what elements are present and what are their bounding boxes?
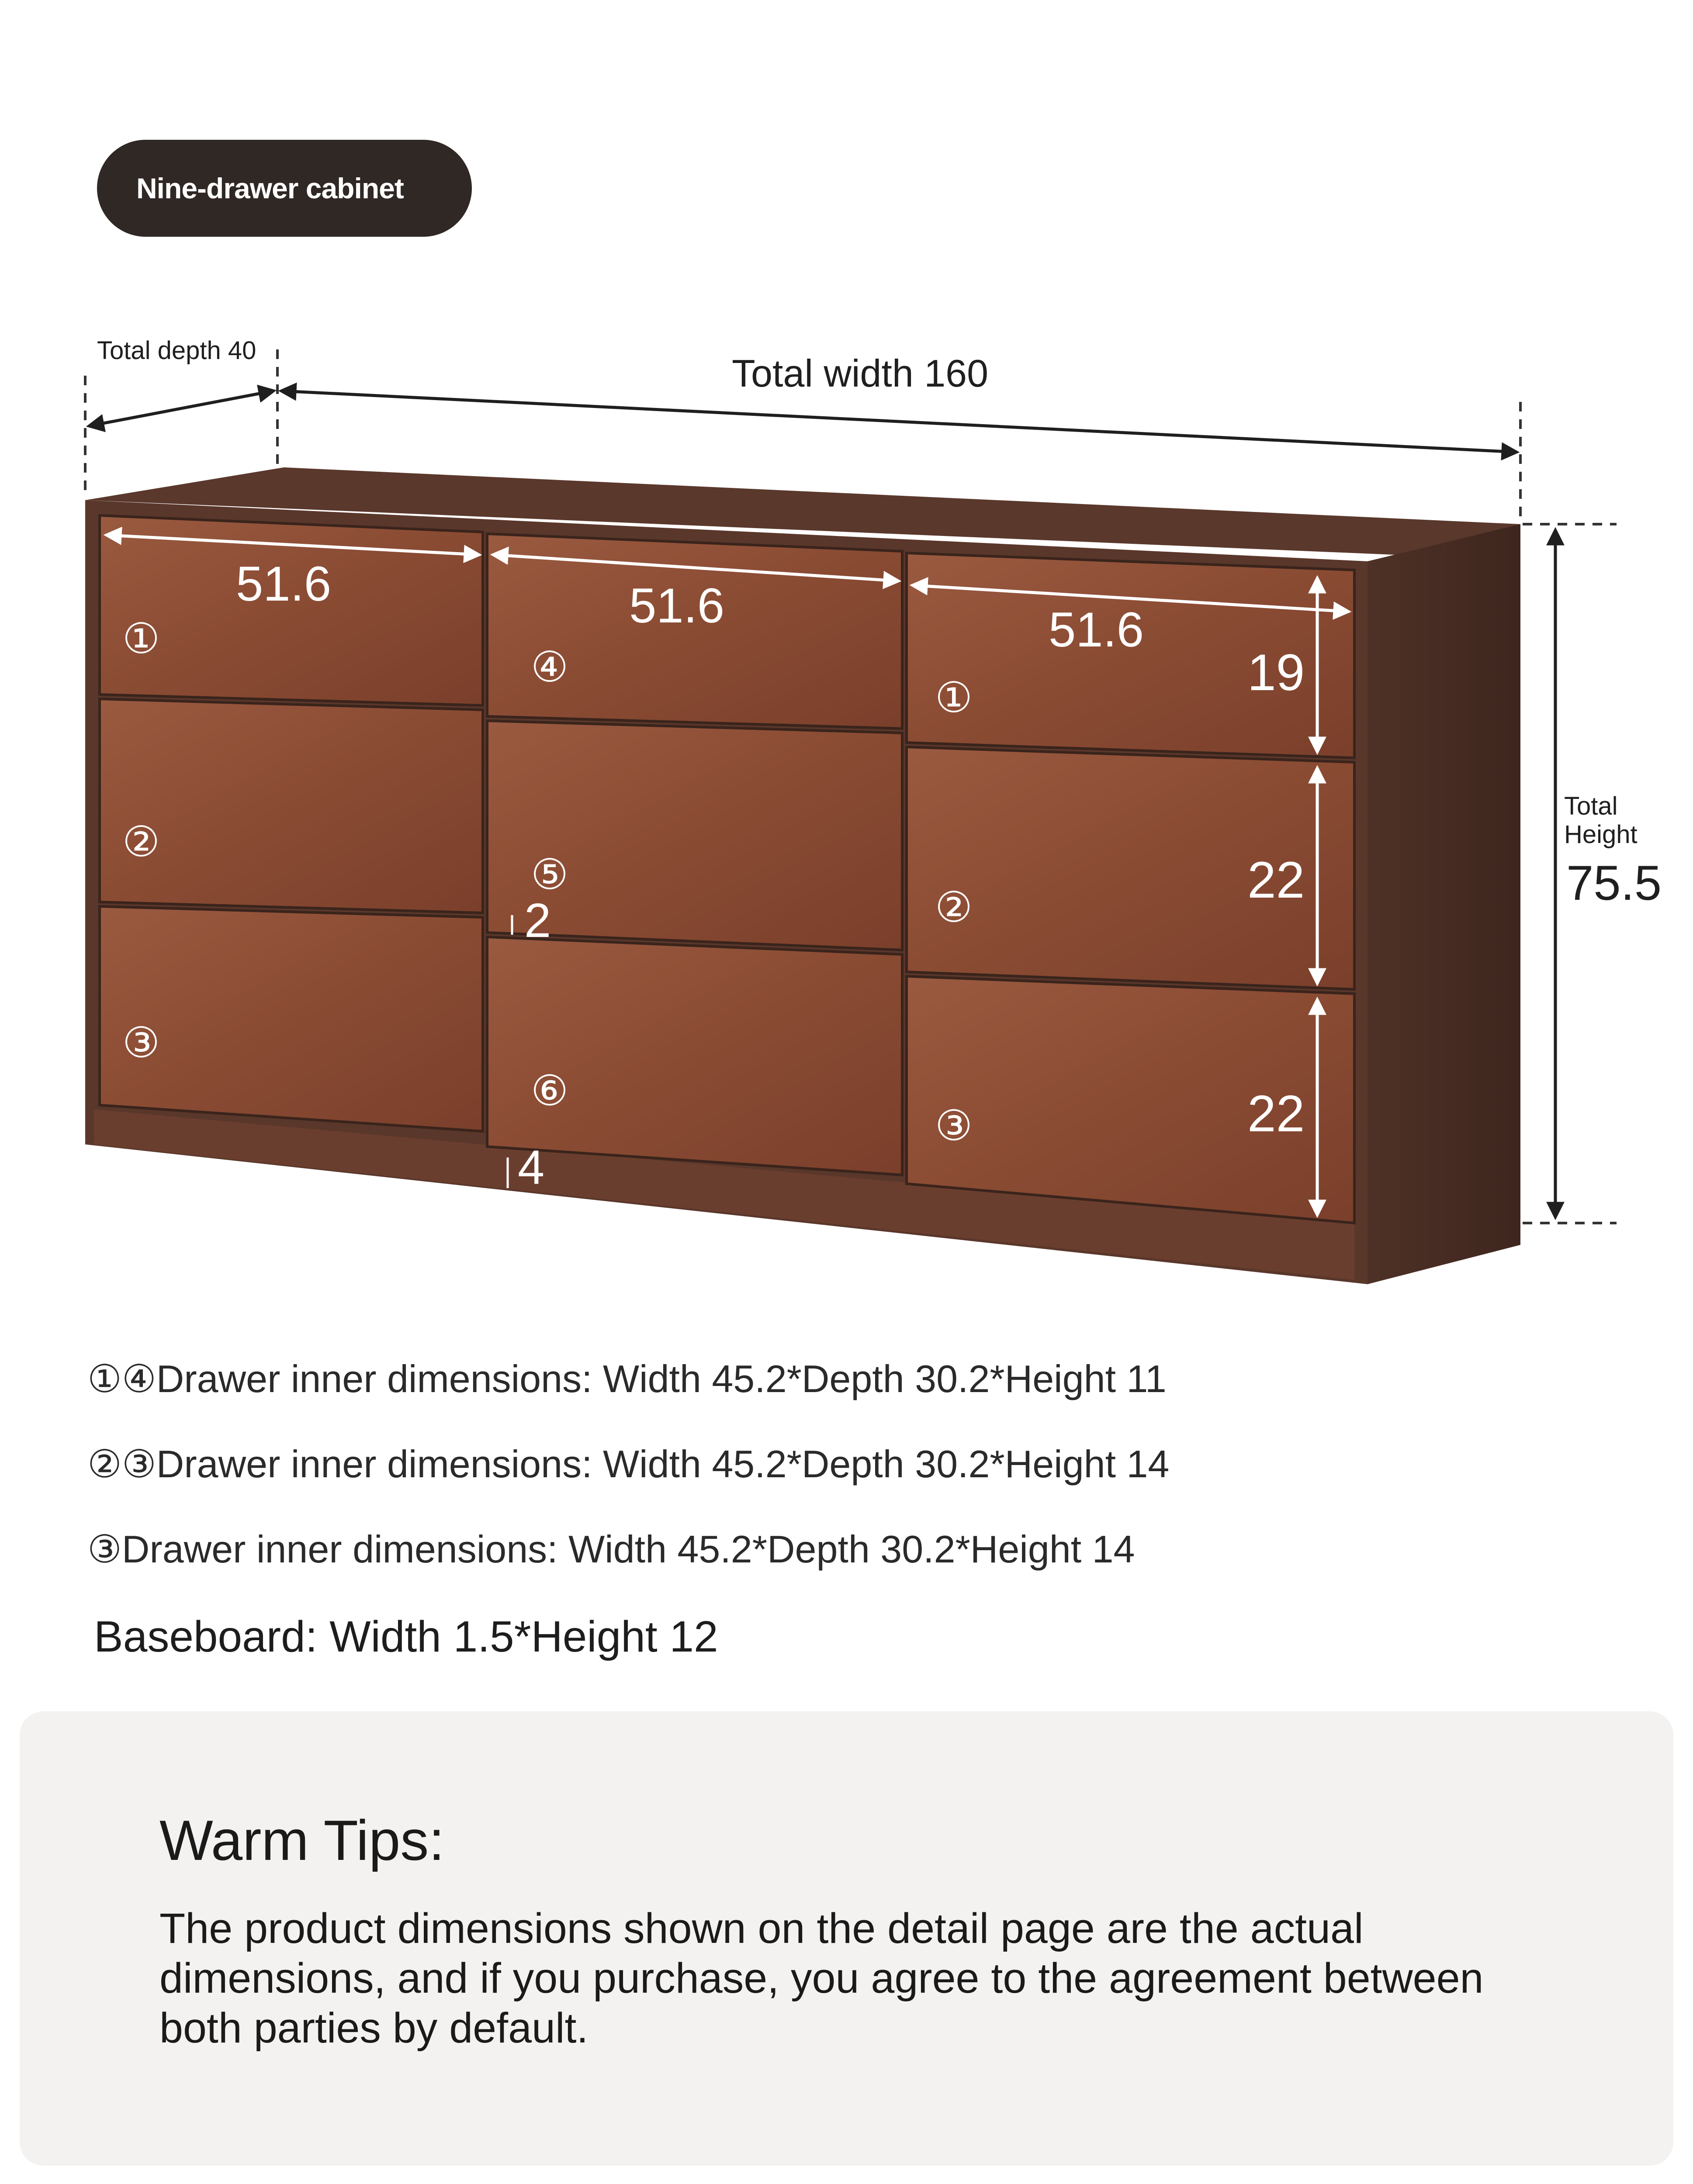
total-width-label: Total width 160 [732, 352, 989, 395]
gap-bottom-label: 4 [518, 1140, 545, 1194]
drawer-3-left [100, 906, 483, 1131]
gap-middle-label: 2 [524, 894, 551, 947]
drawer-number-middle-middle: ⑤ [531, 851, 569, 898]
drawer-number-right-middle: ② [935, 884, 973, 931]
warm-tips-title: Warm Tips: [159, 1808, 445, 1872]
drawer-number-right-bottom: ③ [935, 1102, 973, 1149]
drawer-number-middle-top: ④ [531, 644, 569, 691]
drawer-number-left-bottom: ③ [122, 1019, 160, 1066]
drawer-number-right-top: ① [935, 674, 973, 721]
drawer-width-left: 51.6 [236, 556, 331, 611]
total-depth-label: Total depth 40 [97, 336, 256, 365]
drawer-width-right: 51.6 [1049, 602, 1144, 657]
spec-line-1: ①④Drawer inner dimensions: Width 45.2*Depth 30.2*Height 11 [87, 1357, 1167, 1400]
drawer-number-left-middle: ② [122, 819, 160, 865]
drawer-height-bottom: 22 [1247, 1085, 1305, 1143]
total-height-label-2: Height [1564, 820, 1638, 849]
drawer-6 [487, 937, 902, 1175]
drawer-number-middle-bottom: ⑥ [531, 1068, 569, 1114]
spec-line-2: ②③Drawer inner dimensions: Width 45.2*Depth 30.2*Height 14 [87, 1442, 1170, 1486]
warm-tips-text: The product dimensions shown on the detail page are the actual dimensions, and if you purchase, you agree to the agreement between both parties by default. [159, 1904, 1484, 2052]
total-height-value: 75.5 [1566, 856, 1662, 910]
baseboard-spec: Baseboard: Width 1.5*Height 12 [94, 1612, 718, 1661]
drawer-height-top: 19 [1247, 644, 1305, 702]
drawer-number-left-top: ① [122, 615, 160, 662]
title-text: Nine-drawer cabinet [136, 172, 404, 204]
drawer-width-middle: 51.6 [629, 578, 724, 633]
spec-line-3: ③Drawer inner dimensions: Width 45.2*Depth 30.2*Height 14 [87, 1527, 1135, 1571]
warm-tips-panel [20, 1711, 1673, 2166]
total-height-label-1: Total [1564, 792, 1618, 820]
drawer-2-left [100, 699, 483, 913]
cabinet-side [1368, 524, 1520, 1284]
drawer-height-middle: 22 [1247, 851, 1305, 909]
